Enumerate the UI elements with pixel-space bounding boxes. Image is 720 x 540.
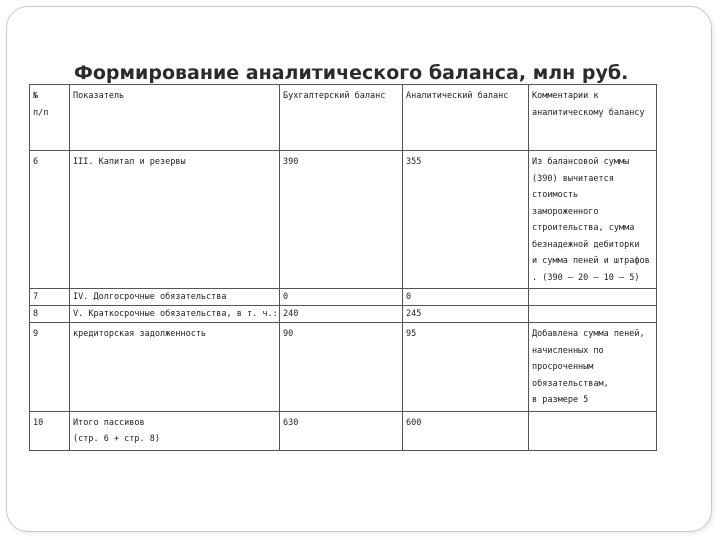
balance-table	[29, 84, 657, 451]
comment-line: в размере 5	[532, 395, 589, 405]
row-comment	[529, 289, 657, 306]
comment-line: стоимость	[532, 190, 579, 200]
row-accounting: 240	[280, 306, 403, 323]
page-title: Формирование аналитического баланса, млн руб.	[74, 62, 629, 84]
row-num: 8	[30, 306, 70, 323]
header-analytical: Аналитический баланс	[403, 85, 529, 151]
header-indicator: Показатель	[70, 85, 280, 151]
table-header-row	[30, 85, 657, 151]
comment-line: Из балансовой суммы	[532, 157, 630, 167]
header-num-line: №	[33, 91, 39, 101]
row-analytical: 355	[403, 151, 529, 289]
comment-line: строительства, сумма	[532, 223, 635, 233]
header-accounting: Бухгалтерский баланс	[280, 85, 403, 151]
table-row	[30, 323, 657, 412]
row-indicator: IV. Долгосрочные обязательства	[70, 289, 280, 306]
row-num: 9	[30, 323, 70, 412]
comment-line: замороженного	[532, 206, 599, 217]
row-accounting: 0	[280, 289, 403, 306]
header-num-line: п/п	[33, 107, 49, 118]
row-comment	[529, 411, 657, 450]
table-row	[30, 151, 657, 289]
indicator-line: Итого пассивов	[73, 417, 145, 428]
comment-line: (390) вычитается	[532, 173, 614, 184]
row-analytical: 95	[403, 323, 529, 412]
row-indicator: V. Краткосрочные обязательства, в т. ч.:	[70, 306, 280, 323]
comment-line: просроченным	[532, 362, 594, 372]
indicator-line: (стр. 6 + стр. 8)	[73, 434, 160, 444]
row-comment	[529, 151, 657, 289]
table-row	[30, 289, 657, 306]
comment-line: безнадежной дебиторки	[532, 239, 640, 250]
row-num: 10	[30, 411, 70, 450]
header-comment-line: аналитическому балансу	[532, 107, 645, 118]
row-accounting: 90	[280, 323, 403, 412]
comment-line: . (390 – 20 – 10 – 5)	[532, 272, 640, 283]
table-row	[30, 411, 657, 450]
row-indicator: кредиторская задолженность	[70, 323, 280, 412]
comment-line: обязательствам,	[532, 378, 609, 389]
header-comment-line: Комментарии к	[532, 91, 599, 101]
row-indicator: III. Капитал и резервы	[70, 151, 280, 289]
row-indicator	[70, 411, 280, 450]
row-accounting: 390	[280, 151, 403, 289]
header-num	[30, 85, 70, 151]
comment-line: и сумма пеней и штрафов	[532, 256, 650, 266]
row-comment	[529, 323, 657, 412]
header-comment	[529, 85, 657, 151]
row-analytical: 600	[403, 411, 529, 450]
comment-line: начисленных по	[532, 345, 604, 356]
row-num: 6	[30, 151, 70, 289]
row-comment	[529, 306, 657, 323]
comment-line: Добавлена сумма пеней,	[532, 329, 645, 339]
row-num: 7	[30, 289, 70, 306]
row-analytical: 0	[403, 289, 529, 306]
table-row	[30, 306, 657, 323]
row-accounting: 630	[280, 411, 403, 450]
row-analytical: 245	[403, 306, 529, 323]
